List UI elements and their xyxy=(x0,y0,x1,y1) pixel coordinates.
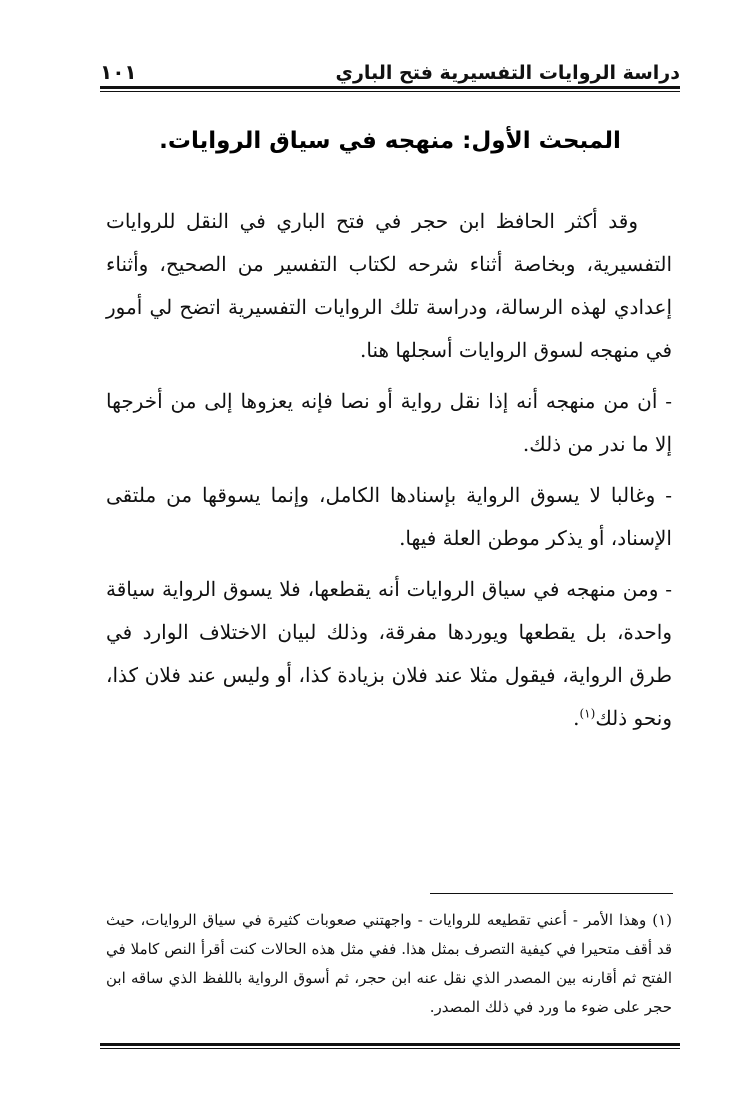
footnote-separator xyxy=(430,893,673,894)
method-point-3-text: - ومن منهجه في سياق الروايات أنه يقطعها، فلا يسوق الرواية سياقة واحدة، بل يقطعها ويوردها مفرقة، وذلك لبيان الاختلاف الوارد في طرق الرواية، فيقول مثلا عند فلان بزيادة كذا، أو وليس عند فلان كذا، ونحو ذلك xyxy=(106,577,672,730)
body-text xyxy=(106,200,672,748)
footnote-reference[interactable]: (١) xyxy=(579,706,596,721)
running-header xyxy=(100,52,680,84)
section-heading: المبحث الأول: منهجه في سياق الروايات. xyxy=(159,128,621,154)
method-point-3-end: . xyxy=(573,706,580,730)
header-rule xyxy=(100,86,680,89)
method-point-1: - أن من منهجه أنه إذا نقل رواية أو نصا فإنه يعزوها إلى من أخرجها إلا ما ندر من ذلك. xyxy=(106,389,672,456)
page-number: ١٠١ xyxy=(100,60,137,84)
footer-rule xyxy=(100,1043,680,1046)
footnote: (١) وهذا الأمر - أعني تقطيعه للروايات - واجهتني صعوبات كثيرة في سياق الروايات، حيث قد أقف متحيرا في كيفية التصرف بمثل هذا. ففي مثل هذه الحالات كنت أقرأ النص كاملا في الفتح ثم أقارنه بين المصدر الذي نقل عنه ابن حجر، ثم أسوق الرواية باللفظ الذي ساقه ابن حجر على ضوء ما ورد في ذلك المصدر. xyxy=(106,911,672,1016)
method-point-3 xyxy=(106,568,672,740)
intro-paragraph: وقد أكثر الحافظ ابن حجر في فتح الباري في النقل للروايات التفسيرية، وبخاصة أثناء شرحه لكتاب التفسير من الصحيح، وأثناء إعدادي لهذه الرسالة، ودراسة تلك الروايات التفسيرية اتضح لي أمور في منهجه لسوق الروايات أسجلها هنا. xyxy=(106,209,673,362)
method-point-2: - وغالبا لا يسوق الرواية بإسنادها الكامل، وإنما يسوقها من ملتقى الإسناد، أو يذكر موطن العلة فيها. xyxy=(106,483,672,550)
running-title: دراسة الروايات التفسيرية فتح الباري xyxy=(335,62,680,84)
